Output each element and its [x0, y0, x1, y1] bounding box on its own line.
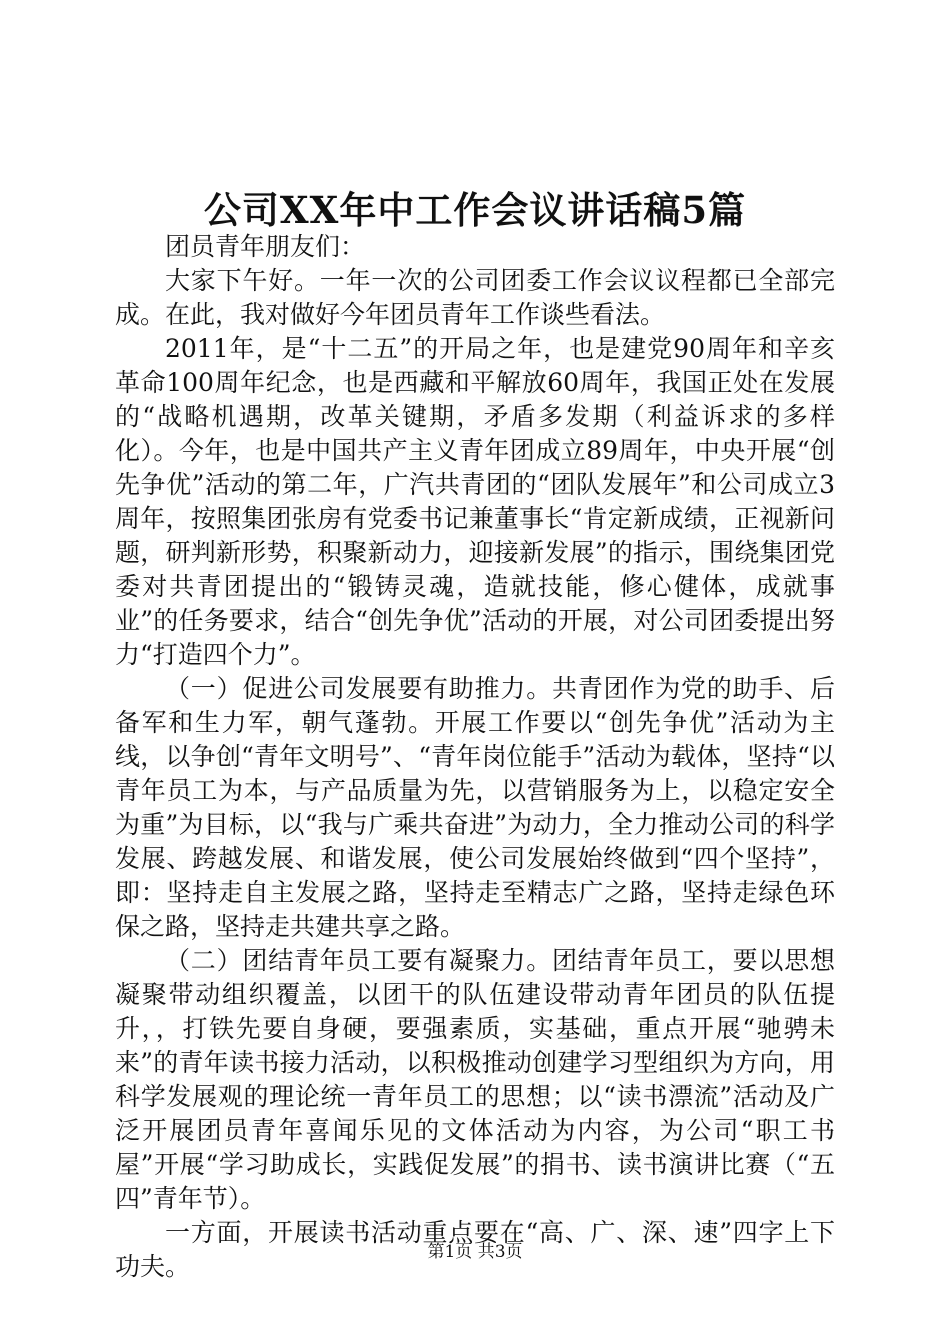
paragraph-greeting: 大家下午好。一年一次的公司团委工作会议议程都已全部完成。在此，我对做好今年团员青年工作谈些看法。 — [115, 266, 835, 329]
document-title: 公司XX年中工作会议讲话稿5篇 — [203, 188, 747, 232]
page-number-footer: 第1页 共3页 — [427, 1242, 523, 1262]
paragraph-section-one: （一）促进公司发展要有助推力。共青团作为党的助手、后备军和生力军，朝气蓬勃。开展工作要以“创先争优”活动为主线，以争创“青年文明号”、“青年岗位能手”活动为载体，坚持“以青年员工为本，与产品质量为先，以营销服务为上，以稳定安全为重”为目标，以“我与广乘共奋进”为动力，全力推动公司的科学发展、跨越发展、和谐发展，使公司发展始终做到“四个坚持”，即：坚持走自主发展之路，坚持走至精志广之路，坚持走绿色环保之路，坚持走共建共享之路。 — [115, 674, 835, 941]
paragraph-reading-activity: 一方面，开展读书活动重点要在“高、广、深、速”四字上下功夫。 — [115, 1218, 835, 1281]
paragraph-background: 2011年，是“十二五”的开局之年，也是建党90周年和辛亥革命100周年纪念，也是西藏和平解放60周年，我国正处在发展的“战略机遇期，改革关键期，矛盾多发期（利益诉求的多样化）。今年，也是中国共产主义青年团成立89周年，中央开展“创先争优”活动的第二年，广汽共青团的“团队发展年”和公司成立3周年，按照集团张房有党委书记兼董事长“肯定新成绩，正视新问题，研判新形势，积聚新动力，迎接新发展”的指示，围绕集团党委对共青团提出的“锻铸灵魂，造就技能，修心健体，成就事业”的任务要求，结合“创先争优”活动的开展，对公司团委提出努力“打造四个力”。 — [115, 334, 835, 669]
paragraph-salutation: 团员青年朋友们： — [165, 232, 366, 261]
document-body — [115, 230, 835, 1284]
paragraph-section-two: （二）团结青年员工要有凝聚力。团结青年员工，要以思想凝聚带动组织覆盖，以团干的队伍建设带动青年团员的队伍提升，，打铁先要自身硬，要强素质，实基础，重点开展“驰骋未来”的青年读书接力活动，以积极推动创建学习型组织为方向，用科学发展观的理论统一青年员工的思想；以“读书漂流”活动及广泛开展团员青年喜闻乐见的文体活动为内容，为公司“职工书屋”开展“学习助成长，实践促发展”的捐书、读书演讲比赛（“五四”青年节）。 — [115, 946, 835, 1213]
